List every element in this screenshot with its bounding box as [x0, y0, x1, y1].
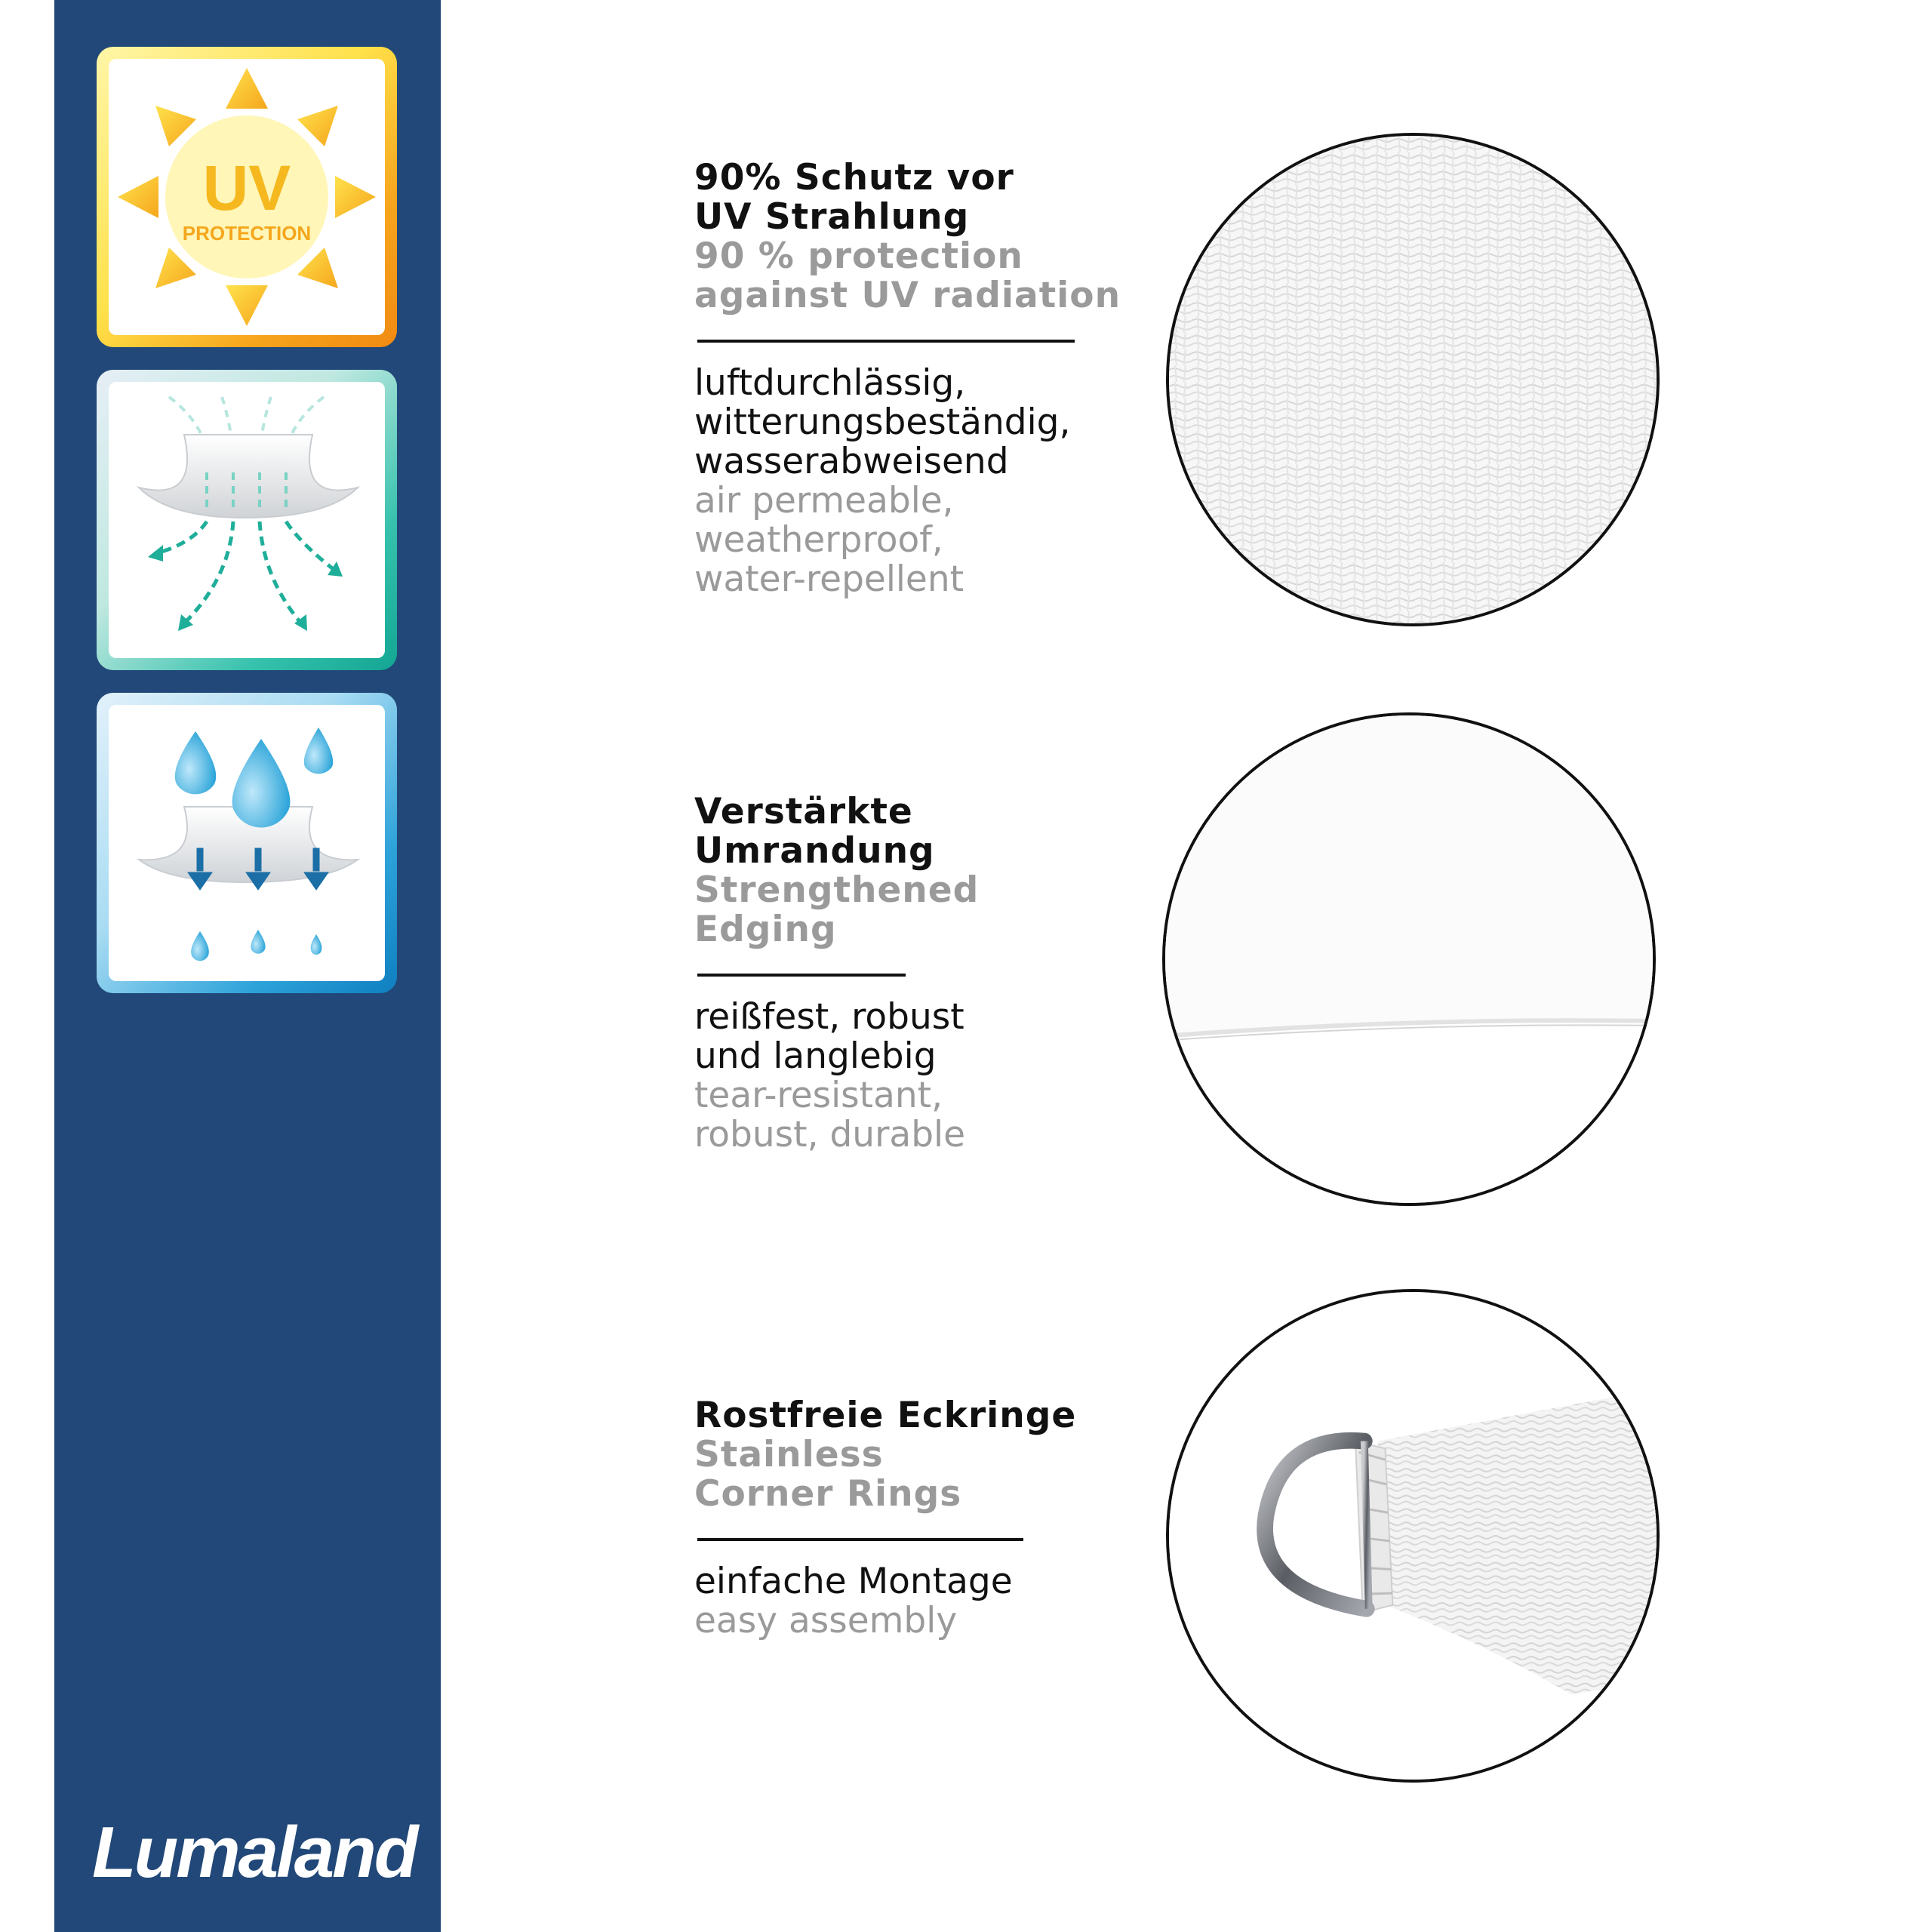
- feature-title-en: 90 % protection against UV radiation: [694, 235, 1121, 316]
- feature-uv-protection: [694, 158, 1121, 599]
- feature-title-en: Strengthened Edging: [694, 869, 980, 950]
- feature-desc-de: reißfest, robust und langlebig: [694, 996, 964, 1077]
- feature-title-de: 90% Schutz vor UV Strahlung: [694, 157, 1014, 238]
- fabric-texture-closeup-icon: [1169, 136, 1657, 623]
- feature-desc-en: easy assembly: [694, 1600, 958, 1641]
- brand-logo: Lumaland: [92, 1812, 417, 1893]
- d-ring-image: [1166, 1289, 1660, 1783]
- divider: [697, 974, 906, 977]
- feature-title-de: Rostfreie Eckringe: [694, 1395, 1077, 1436]
- feature-desc-de: luftdurchlässig, witterungsbeständig, wasserabweisend: [694, 362, 1071, 482]
- feature-desc-en: tear-resistant, robust, durable: [694, 1075, 966, 1155]
- feature-stainless-rings: [694, 1396, 1076, 1641]
- feature-title-de: Verstärkte Umrandung: [694, 791, 935, 872]
- feature-strengthened-edging: [694, 792, 979, 1155]
- feature-title-en: Stainless Corner Rings: [694, 1434, 962, 1515]
- reinforced-edge-closeup-icon: [1165, 715, 1653, 1203]
- divider: [697, 1538, 1023, 1541]
- water-repellent-badge: [97, 693, 397, 993]
- air-permeable-badge: [97, 370, 397, 670]
- water-drops-icon: [109, 705, 385, 981]
- feature-desc-de: einfache Montage: [694, 1561, 1013, 1602]
- divider: [697, 340, 1075, 343]
- protection-label: PROTECTION: [182, 222, 312, 245]
- uv-label: UV: [202, 152, 291, 223]
- brand-sidebar: [54, 0, 441, 1932]
- uv-protection-badge: [97, 47, 397, 347]
- feature-desc-en: air permeable, weatherproof, water-repellent: [694, 480, 964, 600]
- sun-icon: [109, 59, 385, 335]
- air-flow-icon: [109, 382, 385, 658]
- reinforced-edge-image: [1162, 712, 1656, 1206]
- fabric-texture-image: [1166, 133, 1660, 626]
- d-ring-corner-closeup-icon: [1169, 1292, 1657, 1780]
